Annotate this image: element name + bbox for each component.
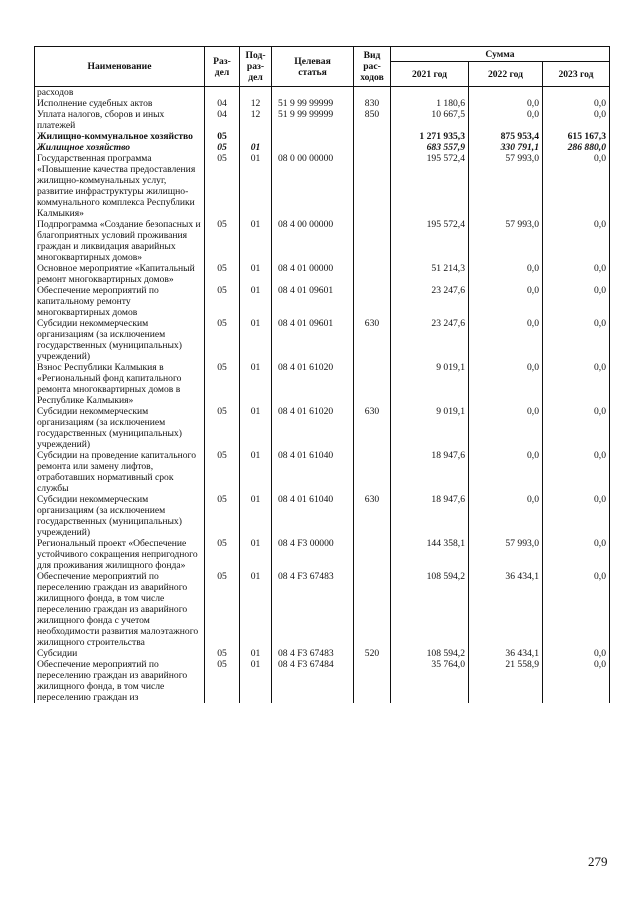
row-podrazdel: 01 <box>240 450 272 494</box>
row-expense-type: 850 <box>354 109 391 131</box>
table-row <box>35 285 610 318</box>
page-number: 279 <box>588 854 608 869</box>
row-sum-2022: 330 791,1 <box>469 142 543 153</box>
row-razdel: 04 <box>205 109 240 131</box>
table-row <box>35 406 610 450</box>
row-sum-2022: 0,0 <box>469 494 543 538</box>
row-sum-2023: 0,0 <box>543 494 610 538</box>
row-sum-2021 <box>391 87 469 99</box>
row-sum-2022: 875 953,4 <box>469 131 543 142</box>
row-sum-2022: 36 434,1 <box>469 648 543 659</box>
row-sum-2021: 18 947,6 <box>391 450 469 494</box>
row-sum-2021: 1 180,6 <box>391 98 469 109</box>
row-razdel: 05 <box>205 648 240 659</box>
row-name: Субсидии <box>35 648 205 659</box>
row-razdel: 05 <box>205 538 240 571</box>
row-name: Субсидии некоммерческим организациям (за исключением государственных (муниципальных) учреждений) <box>35 406 205 450</box>
row-podrazdel: 01 <box>240 263 272 285</box>
row-razdel: 05 <box>205 219 240 263</box>
row-sum-2022: 0,0 <box>469 362 543 406</box>
row-expense-type <box>354 571 391 648</box>
table-row <box>35 153 610 219</box>
table-row <box>35 263 610 285</box>
row-target-article: 08 4 F3 67483 <box>272 648 354 659</box>
row-podrazdel: 01 <box>240 153 272 219</box>
row-expense-type <box>354 131 391 142</box>
row-name: Жилищное хозяйство <box>35 142 205 153</box>
row-sum-2021: 108 594,2 <box>391 648 469 659</box>
row-expense-type <box>354 450 391 494</box>
table-body <box>35 87 610 704</box>
header-podrazdel: Под- раз- дел <box>240 47 272 87</box>
row-sum-2023: 0,0 <box>543 538 610 571</box>
table-row <box>35 494 610 538</box>
header-year-2021: 2021 год <box>391 62 469 87</box>
row-sum-2022: 0,0 <box>469 263 543 285</box>
row-target-article <box>272 87 354 99</box>
row-sum-2023: 0,0 <box>543 571 610 648</box>
row-name: расходов <box>35 87 205 99</box>
table-row <box>35 98 610 109</box>
row-target-article: 08 4 01 61040 <box>272 494 354 538</box>
row-sum-2023: 0,0 <box>543 153 610 219</box>
row-razdel: 05 <box>205 494 240 538</box>
row-podrazdel: 12 <box>240 109 272 131</box>
row-name: Субсидии на проведение капитального ремонта или замену лифтов, отработавших нормативный срок службы <box>35 450 205 494</box>
table-row <box>35 450 610 494</box>
row-name: Уплата налогов, сборов и иных платежей <box>35 109 205 131</box>
row-target-article: 51 9 99 99999 <box>272 109 354 131</box>
table-row <box>35 131 610 142</box>
row-sum-2021: 195 572,4 <box>391 153 469 219</box>
row-sum-2022: 0,0 <box>469 109 543 131</box>
row-podrazdel: 01 <box>240 142 272 153</box>
row-sum-2021: 23 247,6 <box>391 285 469 318</box>
row-target-article: 51 9 99 99999 <box>272 98 354 109</box>
row-expense-type <box>354 87 391 99</box>
row-sum-2022: 36 434,1 <box>469 571 543 648</box>
row-razdel: 05 <box>205 362 240 406</box>
row-name: Подпрограмма «Создание безопасных и благоприятных условий проживания граждан и ликвидация аварийных многоквартирных домов» <box>35 219 205 263</box>
row-razdel: 05 <box>205 263 240 285</box>
table-header <box>35 47 610 87</box>
row-sum-2021: 683 557,9 <box>391 142 469 153</box>
row-sum-2023: 0,0 <box>543 219 610 263</box>
row-name: Обеспечение мероприятий по переселению граждан из аварийного жилищного фонда, в том числе переселению граждан из <box>35 659 205 703</box>
row-razdel: 05 <box>205 131 240 142</box>
row-sum-2023: 0,0 <box>543 406 610 450</box>
row-podrazdel: 01 <box>240 494 272 538</box>
row-expense-type: 630 <box>354 318 391 362</box>
row-sum-2022: 21 558,9 <box>469 659 543 703</box>
row-expense-type <box>354 285 391 318</box>
header-name: Наименование <box>35 47 205 87</box>
row-razdel: 05 <box>205 318 240 362</box>
row-sum-2022: 0,0 <box>469 318 543 362</box>
row-name: Государственная программа «Повышение качества предоставления жилищно-коммунальных услуг, развитие инфраструктуры жилищно-коммунального комплекса Республики Калмыкия» <box>35 153 205 219</box>
row-name: Региональный проект «Обеспечение устойчивого сокращения непригодного для проживания жилищного фонда» <box>35 538 205 571</box>
row-expense-type: 630 <box>354 494 391 538</box>
row-podrazdel: 01 <box>240 219 272 263</box>
row-target-article: 08 4 00 00000 <box>272 219 354 263</box>
row-podrazdel: 12 <box>240 98 272 109</box>
row-expense-type: 630 <box>354 406 391 450</box>
row-expense-type: 520 <box>354 648 391 659</box>
table-row <box>35 87 610 99</box>
row-sum-2021: 108 594,2 <box>391 571 469 648</box>
row-expense-type <box>354 538 391 571</box>
row-podrazdel: 01 <box>240 362 272 406</box>
row-name: Субсидии некоммерческим организациям (за исключением государственных (муниципальных) учреждений) <box>35 494 205 538</box>
row-target-article: 08 4 01 00000 <box>272 263 354 285</box>
table-row <box>35 142 610 153</box>
header-target-article: Целевая статья <box>272 47 354 87</box>
table-row <box>35 109 610 131</box>
table-row <box>35 648 610 659</box>
row-sum-2023: 0,0 <box>543 285 610 318</box>
header-year-2022: 2022 год <box>469 62 543 87</box>
row-sum-2022: 0,0 <box>469 406 543 450</box>
row-sum-2021: 144 358,1 <box>391 538 469 571</box>
row-podrazdel <box>240 87 272 99</box>
row-sum-2021: 23 247,6 <box>391 318 469 362</box>
row-expense-type <box>354 659 391 703</box>
row-target-article: 08 4 F3 67484 <box>272 659 354 703</box>
row-podrazdel: 01 <box>240 318 272 362</box>
row-sum-2021: 9 019,1 <box>391 406 469 450</box>
row-razdel: 04 <box>205 98 240 109</box>
table-row <box>35 318 610 362</box>
row-sum-2022: 0,0 <box>469 98 543 109</box>
row-target-article: 08 4 01 61020 <box>272 362 354 406</box>
row-sum-2022: 57 993,0 <box>469 538 543 571</box>
row-sum-2023: 0,0 <box>543 109 610 131</box>
row-sum-2022: 0,0 <box>469 450 543 494</box>
row-razdel: 05 <box>205 659 240 703</box>
row-target-article <box>272 142 354 153</box>
row-podrazdel: 01 <box>240 659 272 703</box>
row-expense-type <box>354 142 391 153</box>
row-name: Взнос Республики Калмыкия в «Региональный фонд капитального ремонта многоквартирных домов в Республике Калмыкия» <box>35 362 205 406</box>
row-podrazdel: 01 <box>240 648 272 659</box>
row-razdel: 05 <box>205 153 240 219</box>
row-target-article <box>272 131 354 142</box>
row-sum-2023: 286 880,0 <box>543 142 610 153</box>
row-sum-2023: 0,0 <box>543 98 610 109</box>
row-target-article: 08 4 01 09601 <box>272 318 354 362</box>
row-target-article: 08 4 01 61020 <box>272 406 354 450</box>
row-expense-type <box>354 263 391 285</box>
row-sum-2023 <box>543 87 610 99</box>
table-row <box>35 538 610 571</box>
budget-document <box>34 46 609 703</box>
row-sum-2023: 0,0 <box>543 318 610 362</box>
row-sum-2023: 0,0 <box>543 362 610 406</box>
row-name: Жилищно-коммунальное хозяйство <box>35 131 205 142</box>
row-razdel: 05 <box>205 406 240 450</box>
row-target-article: 08 4 01 09601 <box>272 285 354 318</box>
row-razdel: 05 <box>205 285 240 318</box>
row-target-article: 08 0 00 00000 <box>272 153 354 219</box>
header-year-2023: 2023 год <box>543 62 610 87</box>
row-razdel: 05 <box>205 571 240 648</box>
row-sum-2023: 615 167,3 <box>543 131 610 142</box>
table-row <box>35 219 610 263</box>
row-sum-2021: 35 764,0 <box>391 659 469 703</box>
row-sum-2023: 0,0 <box>543 263 610 285</box>
row-target-article: 08 4 01 61040 <box>272 450 354 494</box>
row-expense-type <box>354 219 391 263</box>
row-target-article: 08 4 F3 67483 <box>272 571 354 648</box>
row-sum-2021: 9 019,1 <box>391 362 469 406</box>
row-razdel <box>205 87 240 99</box>
row-name: Субсидии некоммерческим организациям (за исключением государственных (муниципальных) учреждений) <box>35 318 205 362</box>
row-podrazdel <box>240 131 272 142</box>
budget-table <box>34 46 610 703</box>
row-sum-2021: 195 572,4 <box>391 219 469 263</box>
row-name: Обеспечение мероприятий по переселению граждан из аварийного жилищного фонда, в том числе переселению граждан из аварийного жилищного фонда с учетом необходимости развития малоэтажного жилищного строительства <box>35 571 205 648</box>
header-expense-type: Вид рас- ходов <box>354 47 391 87</box>
row-sum-2023: 0,0 <box>543 659 610 703</box>
row-sum-2022: 0,0 <box>469 285 543 318</box>
row-name: Исполнение судебных актов <box>35 98 205 109</box>
row-expense-type <box>354 362 391 406</box>
table-row <box>35 362 610 406</box>
row-sum-2021: 10 667,5 <box>391 109 469 131</box>
row-sum-2022: 57 993,0 <box>469 153 543 219</box>
row-podrazdel: 01 <box>240 538 272 571</box>
row-podrazdel: 01 <box>240 406 272 450</box>
row-razdel: 05 <box>205 142 240 153</box>
table-row <box>35 571 610 648</box>
header-razdel: Раз- дел <box>205 47 240 87</box>
header-sum: Сумма <box>391 47 610 62</box>
row-sum-2021: 51 214,3 <box>391 263 469 285</box>
row-sum-2021: 18 947,6 <box>391 494 469 538</box>
row-expense-type <box>354 153 391 219</box>
row-razdel: 05 <box>205 450 240 494</box>
row-sum-2023: 0,0 <box>543 648 610 659</box>
row-podrazdel: 01 <box>240 285 272 318</box>
row-sum-2021: 1 271 935,3 <box>391 131 469 142</box>
row-name: Основное мероприятие «Капитальный ремонт многоквартирных домов» <box>35 263 205 285</box>
row-sum-2022 <box>469 87 543 99</box>
row-name: Обеспечение мероприятий по капитальному ремонту многоквартирных домов <box>35 285 205 318</box>
row-sum-2023: 0,0 <box>543 450 610 494</box>
table-row <box>35 659 610 703</box>
row-podrazdel: 01 <box>240 571 272 648</box>
row-expense-type: 830 <box>354 98 391 109</box>
row-target-article: 08 4 F3 00000 <box>272 538 354 571</box>
row-sum-2022: 57 993,0 <box>469 219 543 263</box>
